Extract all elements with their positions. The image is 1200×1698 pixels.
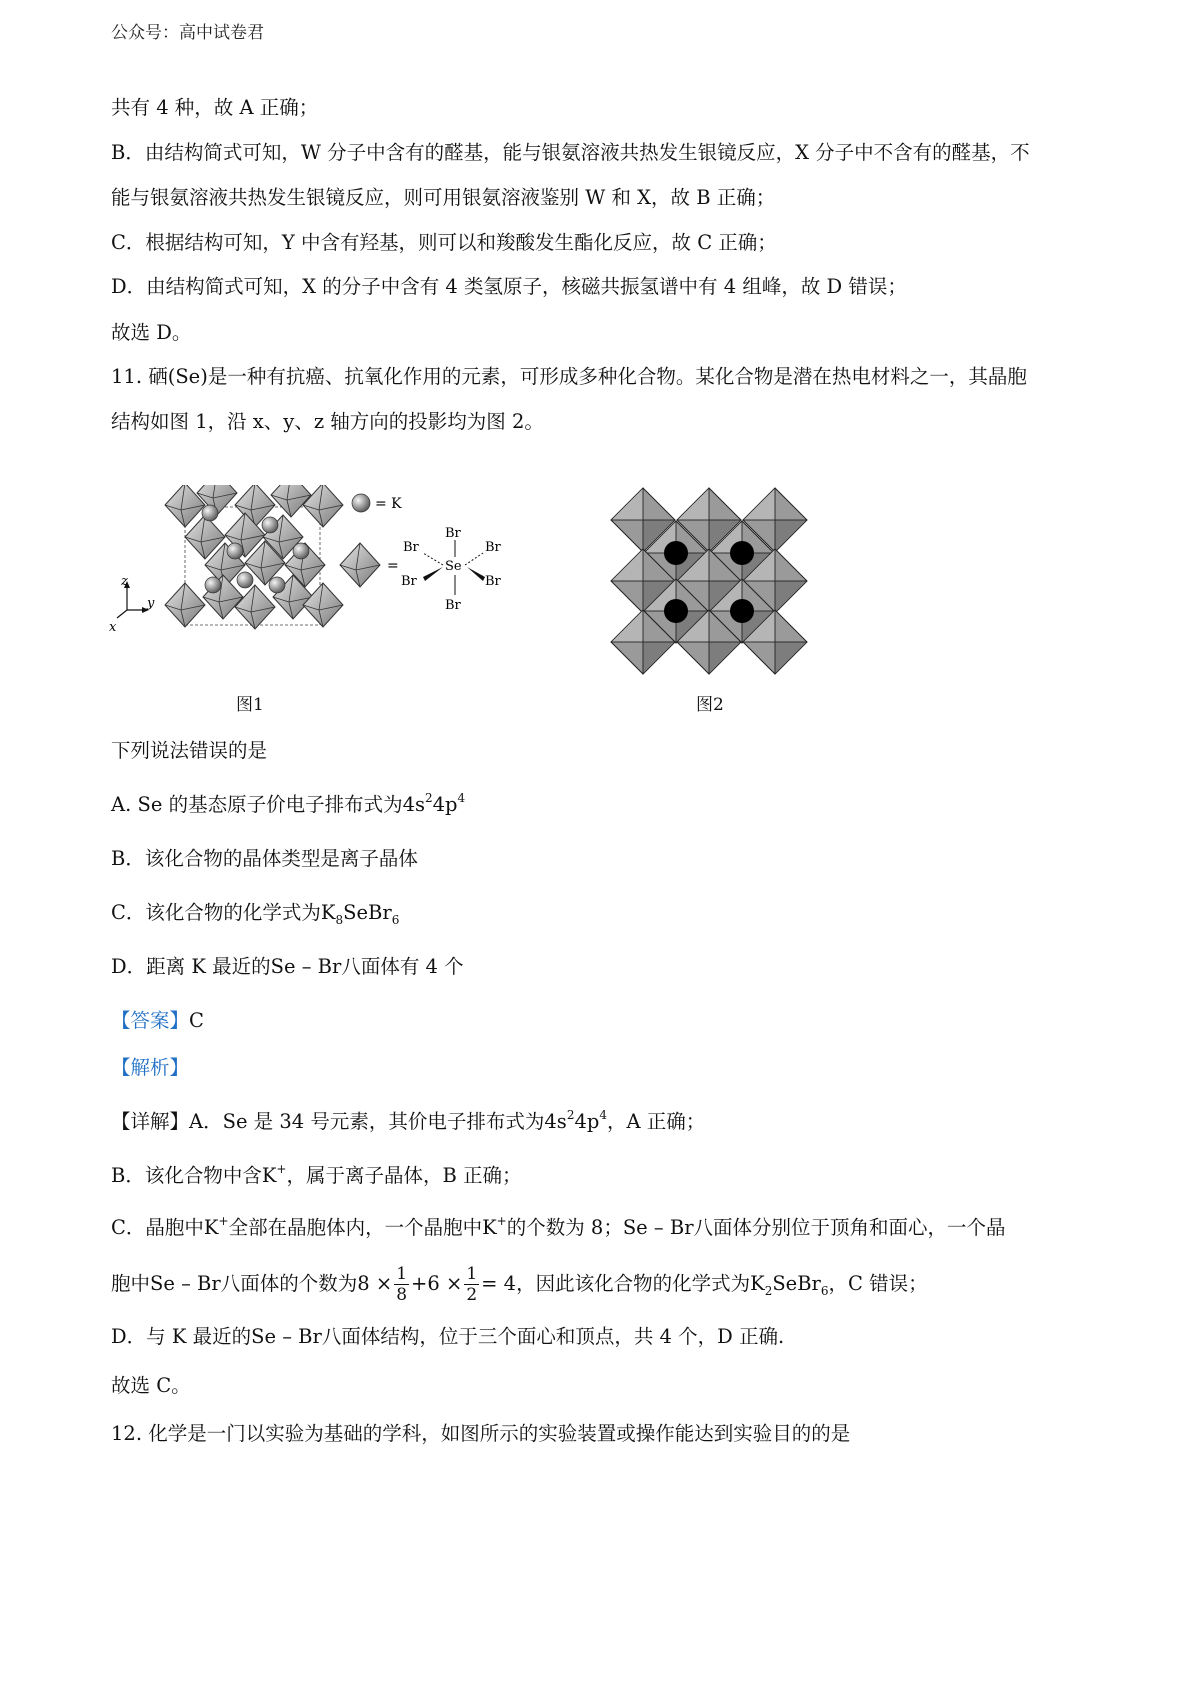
question-11-stem: 结构如图 1，沿 x、y、z 轴方向的投影均为图 2。 <box>111 410 544 433</box>
detail-line-b: B．该化合物中含K+，属于离子晶体，B 正确； <box>111 1162 522 1187</box>
answer-value: C <box>189 1009 204 1032</box>
text-line: 能与银氨溶液共热发生银镜反应，则可用银氨溶液鉴别 W 和 X，故 B 正确； <box>111 186 776 209</box>
text-line: 故选 D。 <box>111 321 192 344</box>
legend-k-label: = K <box>375 496 402 512</box>
text-line: D．由结构简式可知，X 的分子中含有 4 类氢原子，核磁共振氢谱中有 4 组峰，故 D 错误； <box>111 275 907 298</box>
fraction-one-half: $\frac{1}{2}$ <box>466 1264 478 1305</box>
figure-1-crystal-cell <box>105 485 555 670</box>
detail-line-a: 【详解】A．Se 是 34 号元素，其价电子排布式为$4s^24p^4$，A 正确； <box>111 1108 706 1133</box>
br-label: Br <box>401 574 417 589</box>
figure-2-projection <box>609 486 809 676</box>
detail-line-d: D．与 K 最近的Se – Br八面体结构，位于三个面心和顶点，共 4 个，D 正确. <box>111 1325 785 1348</box>
question-11-stem: 11. 硒(Se)是一种有抗癌、抗氧化作用的元素，可形成多种化合物。某化合物是潜在热电材料之一，其晶胞 <box>111 365 1027 388</box>
analysis-label: 【解析】 <box>111 1056 190 1079</box>
question-12-stem: 12. 化学是一门以实验为基础的学科，如图所示的实验装置或操作能达到实验目的的是 <box>111 1422 851 1445</box>
text-line: B．由结构简式可知，W 分子中含有的醛基，能与银氨溶液共热发生银镜反应，X 分子中不含有的醛基，不 <box>111 141 1030 164</box>
page-header: 公众号：高中试卷君 <box>111 23 264 43</box>
legend-k-ball <box>352 494 370 512</box>
se-label: Se <box>445 559 462 574</box>
text-line: 故选 C。 <box>111 1374 191 1397</box>
br-label: Br <box>445 598 461 613</box>
br-label: Br <box>485 540 501 555</box>
br-label: Br <box>403 540 419 555</box>
question-11-prompt: 下列说法错误的是 <box>111 739 268 762</box>
answer-line <box>111 1006 204 1036</box>
figure-2-caption: 图2 <box>696 695 724 715</box>
detail-line-c2: 胞中Se – Br八面体的个数为8 × $\frac{1}{8}$ +6 × $\frac{1}{2}$ = 4，因此该化合物的化学式为$K_2SeBr_6$，C 错误； <box>111 1264 928 1305</box>
option-a: A. Se 的基态原子价电子排布式为$4s^24p^4$ <box>111 791 466 816</box>
figure-1-caption: 图1 <box>236 695 264 715</box>
legend-equals: = <box>387 558 399 574</box>
axis-y-label: y <box>147 596 155 611</box>
fraction-one-eighth: $\frac{1}{8}$ <box>396 1264 408 1305</box>
answer-label: 【答案】 <box>111 1009 190 1032</box>
detail-line-c: C．晶胞中K+全部在晶胞体内，一个晶胞中K+的个数为 8；Se – Br八面体分别位于顶角和面心，一个晶 <box>111 1214 1006 1239</box>
text-line: C．根据结构可知，Y 中含有羟基，则可以和羧酸发生酯化反应，故 C 正确； <box>111 231 777 254</box>
br-label: Br <box>445 526 461 541</box>
option-d: D．距离 K 最近的Se – Br八面体有 4 个 <box>111 955 464 978</box>
axis-x-label: x <box>109 620 117 635</box>
br-label: Br <box>485 574 501 589</box>
text-line: 共有 4 种，故 A 正确； <box>111 96 319 119</box>
option-b: B．该化合物的晶体类型是离子晶体 <box>111 847 418 870</box>
axis-z-label: z <box>121 574 128 589</box>
option-c: C．该化合物的化学式为$K_8SeBr_6$ <box>111 901 400 927</box>
